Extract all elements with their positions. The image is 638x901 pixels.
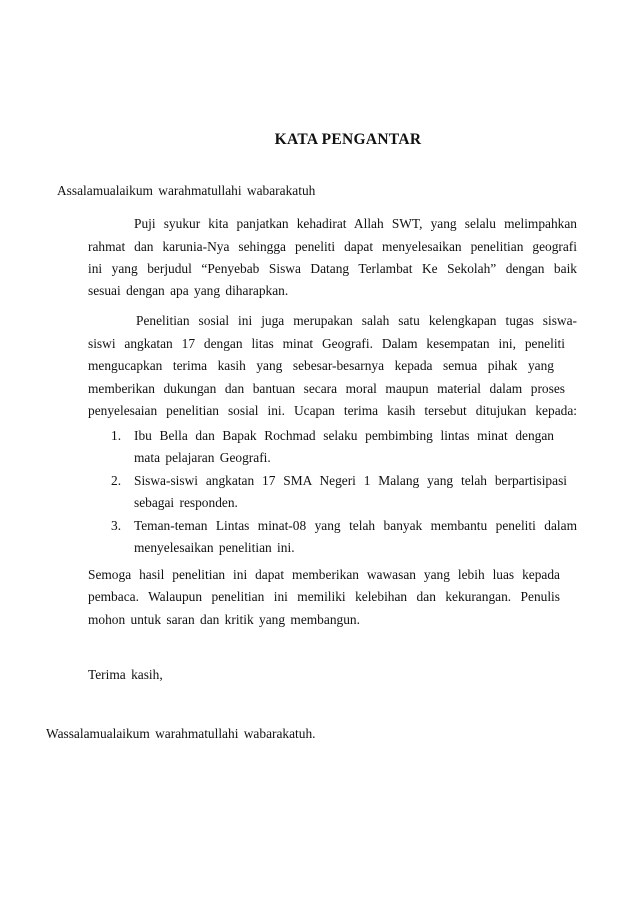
list-item-line: mata pelajaran Geografi. bbox=[134, 450, 271, 465]
list-item-line: Teman-teman Lintas minat-08 yang telah banyak membantu peneliti dalam bbox=[134, 518, 577, 533]
list-number: 1. bbox=[111, 428, 122, 443]
paragraph-line: sesuai dengan apa yang diharapkan. bbox=[88, 283, 289, 298]
page-title: KATA PENGANTAR bbox=[274, 131, 422, 148]
paragraph-line: siswi angkatan 17 dengan litas minat Geografi. Dalam kesempatan ini, peneliti bbox=[88, 336, 565, 351]
paragraph-line: penyelesaian penelitian sosial ini. Ucapan terima kasih tersebut ditujukan kepada: bbox=[88, 403, 577, 418]
paragraph-line: rahmat dan karunia-Nya sehingga peneliti dapat menyelesaikan penelitian geografi bbox=[88, 239, 577, 254]
list-item-line: Siswa-siswi angkatan 17 SMA Negeri 1 Malang yang telah berpartisipasi bbox=[134, 473, 567, 488]
thanks-text: Terima kasih, bbox=[88, 667, 163, 682]
paragraph-line: ini yang berjudul “Penyebab Siswa Datang Terlambat Ke Sekolah” dengan baik bbox=[88, 261, 577, 276]
paragraph-line: pembaca. Walaupun penelitian ini memiliki kelebihan dan kekurangan. Penulis bbox=[88, 589, 560, 604]
paragraph-line: Penelitian sosial ini juga merupakan salah satu kelengkapan tugas siswa- bbox=[136, 313, 577, 328]
paragraph-line: mengucapkan terima kasih yang sebesar-besarnya kepada semua pihak yang bbox=[88, 358, 554, 373]
paragraph-line: mohon untuk saran dan kritik yang membangun. bbox=[88, 612, 360, 627]
list-number: 2. bbox=[111, 473, 122, 488]
list-item-line: menyelesaikan penelitian ini. bbox=[134, 540, 295, 555]
opening-greeting: Assalamualaikum warahmatullahi wabarakatuh bbox=[57, 183, 316, 198]
list-number: 3. bbox=[111, 518, 122, 533]
paragraph-line: memberikan dukungan dan bantuan secara moral maupun material dalam proses bbox=[88, 381, 565, 396]
list-item-line: sebagai responden. bbox=[134, 495, 238, 510]
paragraph-line: Puji syukur kita panjatkan kehadirat Allah SWT, yang selalu melimpahkan bbox=[134, 216, 577, 231]
closing-greeting: Wassalamualaikum warahmatullahi wabarakatuh. bbox=[46, 726, 316, 741]
paragraph-line: Semoga hasil penelitian ini dapat memberikan wawasan yang lebih luas kepada bbox=[88, 567, 560, 582]
list-item-line: Ibu Bella dan Bapak Rochmad selaku pembimbing lintas minat dengan bbox=[134, 428, 554, 443]
